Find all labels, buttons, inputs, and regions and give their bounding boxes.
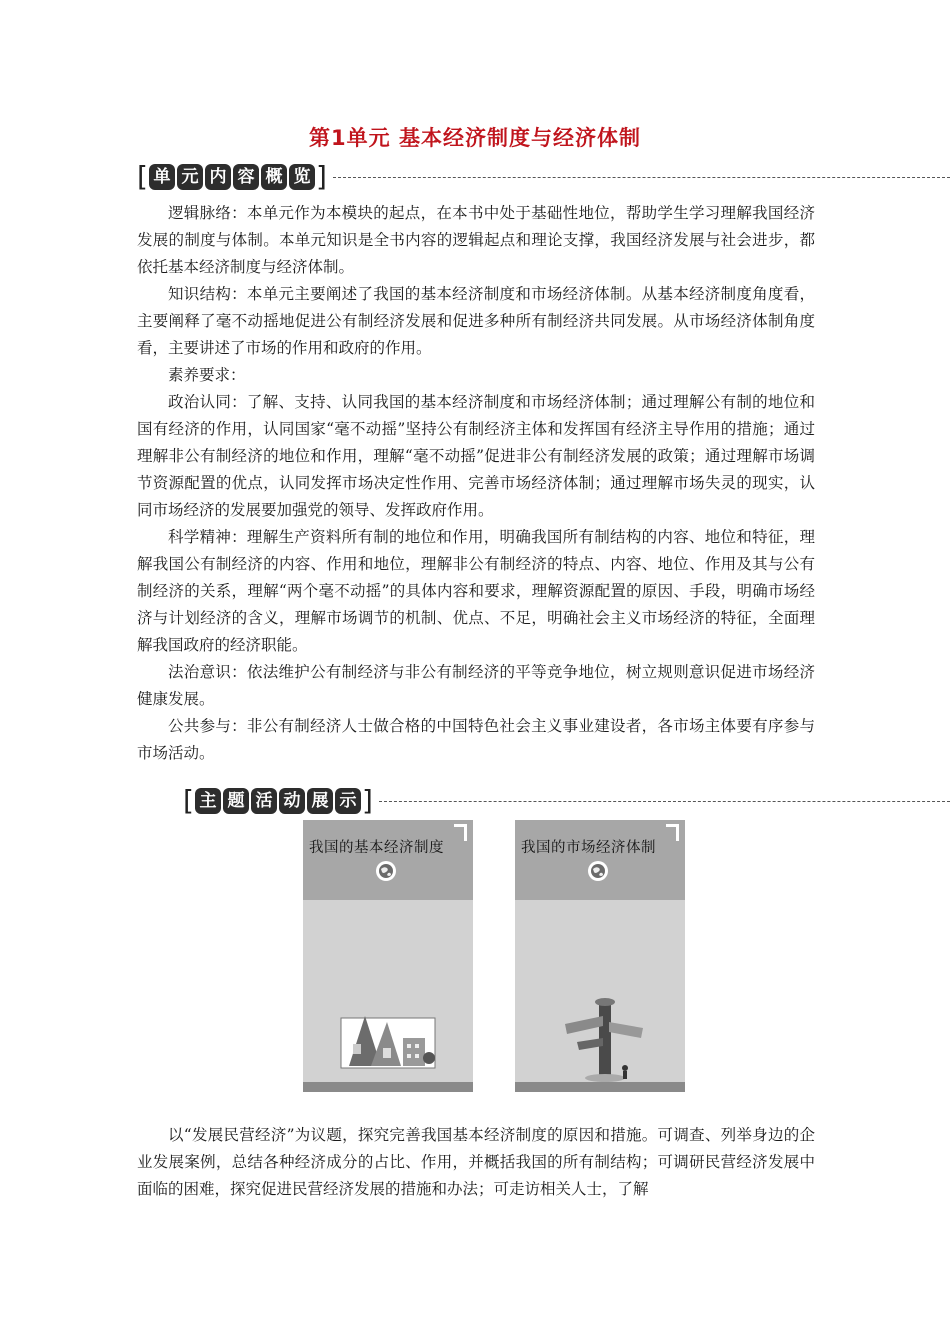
paragraph-activity: 以“发展民营经济”为议题，探究完善我国基本经济制度的原因和措施。可调查、列举身边的企业发展案例，总结各种经济成分的占比、作用，并概括我国的所有制结构；可调研民营经济发展中面临的困难，探究促进民营经济发展的措施和办法；可走访相关人士，了解 — [137, 1126, 815, 1198]
title-char: 览 — [289, 164, 315, 190]
theme-covers — [303, 820, 688, 1092]
title-char: 主 — [195, 788, 221, 814]
title-char: 元 — [177, 164, 203, 190]
paragraph-political: 政治认同：了解、支持、认同我国的基本经济制度和市场经济体制；通过理解公有制的地位和国有经济的作用，认同国家“毫不动摇”坚持公有制经济主体和发挥国有经济主导作用的措施；通过理解非公有制经济的地位和作用，理解“毫不动摇”促进非公有制经济发展的政策；通过理解市场调节资源配置的优点，认同发挥市场决定性作用、完善市场经济体制；通过理解市场失灵的现实，认同市场经济的发展要加强党的领导、发挥政府作用。 — [137, 393, 815, 519]
activity-body — [137, 1122, 815, 1203]
signpost-illustration-icon — [559, 994, 649, 1084]
section-title-overview — [149, 164, 315, 190]
bracket-right: ] — [315, 160, 327, 193]
title-char: 容 — [233, 164, 259, 190]
bracket-left: [ — [183, 784, 194, 817]
paragraph-science: 科学精神：理解生产资料所有制的地位和作用，明确我国所有制结构的内容、地位和特征，理解我国公有制经济的内容、作用和地位，理解非公有制经济的特点、内容、地位、作用及其与公有制经济的关系，理解“两个毫不动摇”的具体内容和要求，理解资源配置的原因、手段，明确市场经济与计划经济的含义，理解市场调节的机制、优点、不足，明确社会主义市场经济的特征，全面理解我国政府的经济职能。 — [137, 528, 815, 654]
section-header-activity — [183, 784, 950, 818]
cover-title: 我国的基本经济制度 — [309, 840, 444, 856]
dashed-divider — [333, 177, 950, 178]
page-title: 第1单元 基本经济制度与经济体制 — [309, 126, 641, 150]
paragraph-logic: 逻辑脉络：本单元作为本模块的起点，在本书中处于基础性地位，帮助学生学习理解我国经济发展的制度与体制。本单元知识是全书内容的逻辑起点和理论支撑，我国经济发展与社会进步，都依托基本经济制度与经济体制。 — [137, 204, 815, 276]
title-char: 展 — [307, 788, 333, 814]
bracket-left: [ — [137, 160, 148, 193]
paragraph-structure: 知识结构：本单元主要阐述了我国的基本经济制度和市场经济体制。从基本经济制度角度看，主要阐释了毫不动摇地促进公有制经济发展和促进多种所有制经济共同发展。从市场经济体制角度看，主要讲述了市场的作用和政府的作用。 — [137, 285, 815, 357]
title-char: 活 — [251, 788, 277, 814]
title-char: 示 — [335, 788, 361, 814]
buildings-illustration-icon — [335, 1008, 439, 1072]
cover-basic-system — [303, 820, 473, 1092]
overview-body — [137, 200, 815, 767]
globe-icon — [587, 860, 609, 882]
paragraph-participation: 公共参与：非公有制经济人士做合格的中国特色社会主义事业建设者，各市场主体要有序参与市场活动。 — [137, 717, 815, 762]
paragraph-law: 法治意识：依法维护公有制经济与非公有制经济的平等竞争地位，树立规则意识促进市场经济健康发展。 — [137, 663, 815, 708]
section-title-activity — [195, 788, 361, 814]
cover-footer-band — [515, 1082, 685, 1092]
cover-market-system — [515, 820, 685, 1092]
title-char: 题 — [223, 788, 249, 814]
globe-icon — [375, 860, 397, 882]
title-char: 内 — [205, 164, 231, 190]
cover-footer-band — [303, 1082, 473, 1092]
title-char: 概 — [261, 164, 287, 190]
cover-title: 我国的市场经济体制 — [521, 840, 656, 856]
bracket-right: ] — [361, 784, 373, 817]
title-char: 动 — [279, 788, 305, 814]
paragraph-literacy: 素养要求： — [168, 366, 246, 384]
dashed-divider — [379, 801, 950, 802]
section-header-overview — [137, 160, 950, 194]
title-char: 单 — [149, 164, 175, 190]
